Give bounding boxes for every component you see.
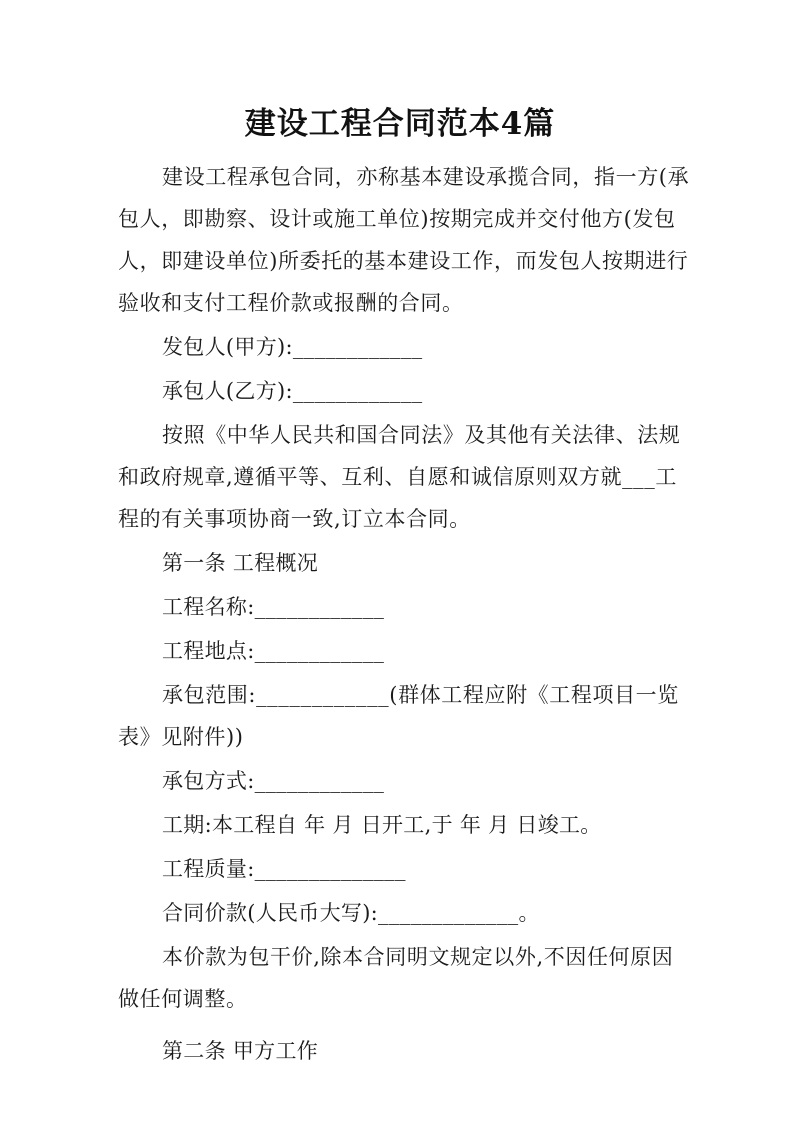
document-title: 建设工程合同范本4篇 bbox=[244, 106, 556, 142]
quality-line: 工程质量:______________ bbox=[162, 857, 406, 881]
schedule-line: 工期:本工程自 年 月 日开工,于 年 月 日竣工。 bbox=[162, 813, 602, 837]
project-name-line: 工程名称:____________ bbox=[162, 595, 385, 619]
project-location-line: 工程地点:____________ bbox=[162, 639, 385, 663]
document-body bbox=[118, 156, 690, 1072]
contract-method-line: 承包方式:____________ bbox=[162, 769, 385, 793]
party-a-line: 发包人(甲方):____________ bbox=[162, 335, 423, 359]
article-2-heading: 第二条 甲方工作 bbox=[162, 1039, 319, 1063]
price-line: 合同价款(人民币大写):_____________。 bbox=[162, 901, 540, 925]
contract-scope-paragraph: 承包范围:____________(群体工程应附《工程项目一览表》见附件)) bbox=[118, 683, 679, 749]
preamble-paragraph: 按照《中华人民共和国合同法》及其他有关法律、法规和政府规章,遵循平等、互利、自愿和诚信原则双方就___工程的有关事项协商一致,订立本合同。 bbox=[118, 423, 681, 531]
article-1-heading: 第一条 工程概况 bbox=[162, 551, 319, 575]
intro-paragraph: 建设工程承包合同，亦称基本建设承揽合同，指一方(承包人，即勘察、设计或施工单位)按期完成并交付他方(发包人，即建设单位)所委托的基本建设工作，而发包人按期进行验收和支付工程价款或报酬的合同。 bbox=[118, 165, 690, 315]
party-b-line: 承包人(乙方):____________ bbox=[162, 379, 423, 403]
price-note-paragraph: 本价款为包干价,除本合同明文规定以外,不因任何原因做任何调整。 bbox=[118, 945, 674, 1011]
